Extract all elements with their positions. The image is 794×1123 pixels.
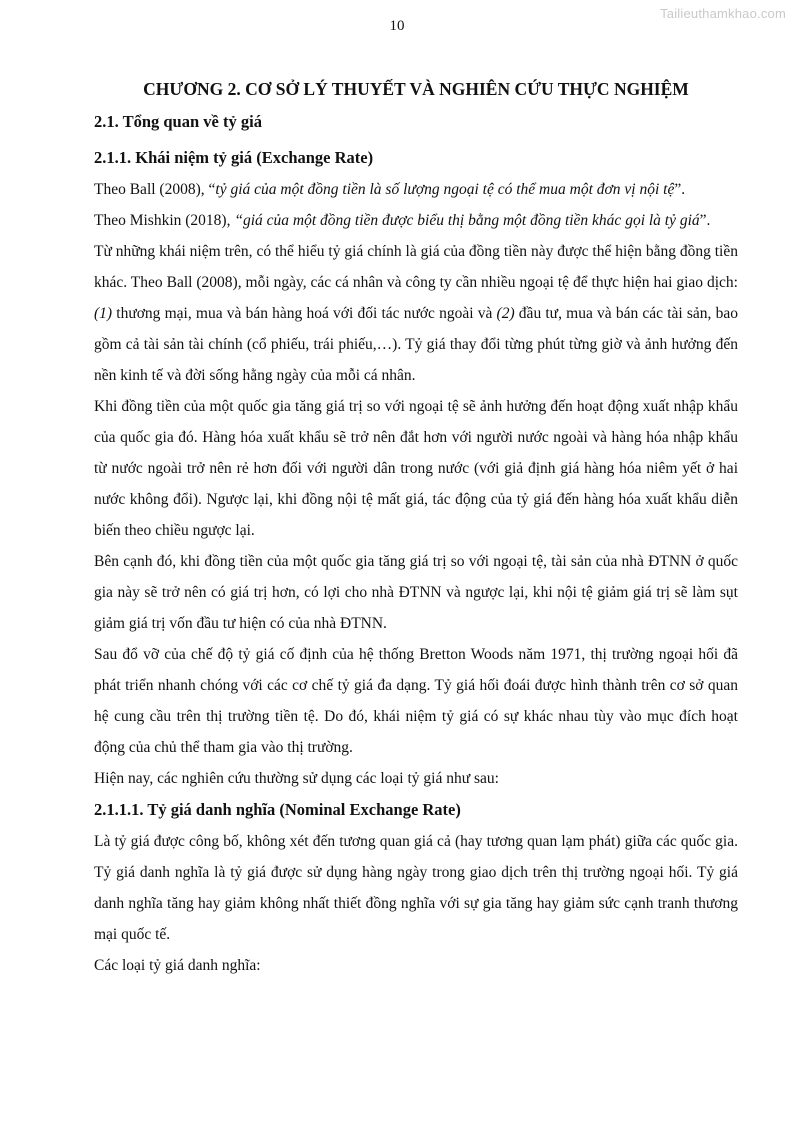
definition-ball [94,174,738,205]
definition-mishkin-quote: “giá của một đồng tiền được biểu thị bằng một đồng tiền khác gọi là tỷ giá [234,212,700,229]
definition-ball-quote: tỷ giá của một đồng tiền là số lượng ngoại tệ có thể mua một đơn vị nội tệ [215,181,675,198]
paragraph-text: Từ những khái niệm trên, có thể hiểu tỷ giá chính là giá của đồng tiền này được thể hiện bằng đồng tiền khác. Theo Ball (2008), mỗi ngày, các cá nhân và công ty cần nhiều ngoại tệ để thực hiện hai giao dịch: [94,243,738,291]
section-heading-2-1-1-1: 2.1.1.1. Tỷ giá danh nghĩa (Nominal Exchange Rate) [94,800,461,819]
paragraph-appreciation-trade: Khi đồng tiền của một quốc gia tăng giá trị so với ngoại tệ sẽ ảnh hưởng đến hoạt động xuất nhập khẩu của quốc gia đó. Hàng hóa xuất khẩu sẽ trở nên đắt hơn với người nước ngoài và hàng hóa nhập khẩu từ nước ngoài trở nên rẻ hơn đối với người dân trong nước (với giả định giá hàng hóa niêm yết ở hai nước không đổi). Ngược lại, khi đồng nội tệ mất giá, tác động của tỷ giá đến hàng hóa xuất khẩu diễn biến theo chiều ngược lại. [94,398,738,539]
paragraph-exchange-rate-meaning [94,236,738,391]
enumeration-marker-2: (2) [496,305,515,322]
paragraph-nominal-types: Các loại tỷ giá danh nghĩa: [94,957,261,974]
definition-ball-prefix: Theo Ball (2008), “ [94,181,216,198]
paragraph-bretton-woods: Sau đổ vỡ của chế độ tỷ giá cố định của hệ thống Bretton Woods năm 1971, thị trường ngoại hối đã phát triển nhanh chóng với các cơ chế tỷ giá đa dạng. Tỷ giá hối đoái được hình thành trên cơ sở quan hệ cung cầu trên thị trường tiền tệ. Do đó, khái niệm tỷ giá có sự khác nhau tùy vào mục đích hoạt động của chủ thể tham gia vào thị trường. [94,646,738,756]
definition-mishkin [94,205,738,236]
document-body [94,72,738,981]
page-number: 10 [389,18,405,34]
watermark-text: Tailieuthamkhao.com [660,6,786,21]
definition-mishkin-suffix: ”. [699,212,711,229]
section-heading-2-1: 2.1. Tổng quan về tỷ giá [94,112,262,131]
section-heading-2-1-1: 2.1.1. Khái niệm tỷ giá (Exchange Rate) [94,148,374,167]
enumeration-marker-1: (1) [94,305,113,322]
paragraph-text: đầu tư, mua và bán các tài sản, bao gồm cả tài sản tài chính (cổ phiếu, trái phiếu,…). Tỷ giá thay đổi từng phút từng giờ và ảnh hưởng đến nền kinh tế và đời sống hằng ngày của mỗi cá nhân. [94,305,738,384]
paragraph-text: thương mại, mua và bán hàng hoá với đối tác nước ngoài và [112,305,497,322]
paragraph-nominal-rate: Là tỷ giá được công bố, không xét đến tương quan giá cả (hay tương quan lạm phát) giữa các quốc gia. Tỷ giá danh nghĩa là tỷ giá được sử dụng hàng ngày trong giao dịch trên thị trường ngoại hối. Tỷ giá danh nghĩa tăng hay giảm không nhất thiết đồng nghĩa với sự gia tăng hay giảm sức cạnh tranh thương mại quốc tế. [94,833,738,943]
chapter-title: CHƯƠNG 2. CƠ SỞ LÝ THUYẾT VÀ NGHIÊN CỨU THỰC NGHIỆM [143,79,689,99]
definition-mishkin-prefix: Theo Mishkin (2018), [94,212,235,229]
definition-ball-suffix: ”. [674,181,686,198]
paragraph-appreciation-investment: Bên cạnh đó, khi đồng tiền của một quốc gia tăng giá trị so với ngoại tệ, tài sản của nhà ĐTNN ở quốc gia này sẽ trở nên có giá trị hơn, có lợi cho nhà ĐTNN và ngược lại, khi nội tệ giảm giá trị sẽ làm sụt giảm giá trị vốn đầu tư hiện có của nhà ĐTNN. [94,553,738,632]
paragraph-rate-types-intro: Hiện nay, các nghiên cứu thường sử dụng các loại tỷ giá như sau: [94,770,499,787]
